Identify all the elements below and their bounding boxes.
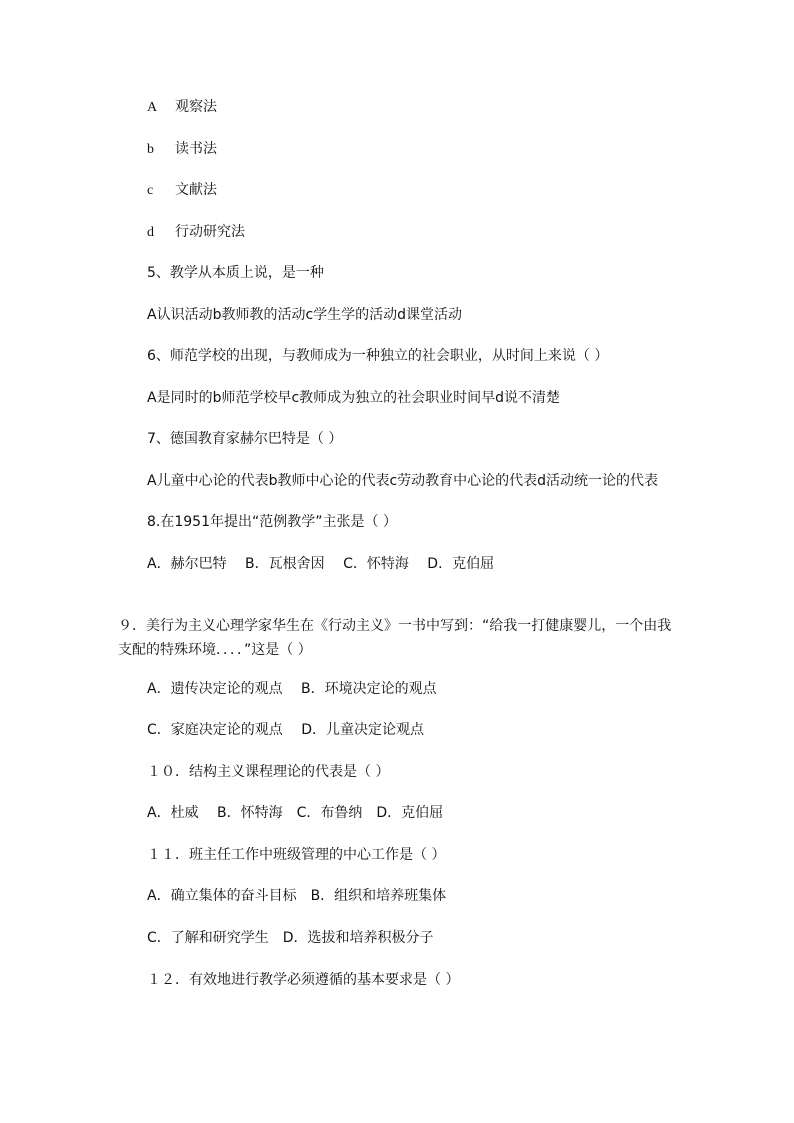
question-5-stem: 5、教学从本质上说，是一种 — [147, 265, 324, 281]
question-9-stem: ９．美行为主义心理学家华生在《行动主义》一书中写到：“给我一打健康婴儿，一个由我支配的特殊环境．．．．”这是（ ） — [118, 618, 672, 658]
option-text: 读书法 — [175, 141, 217, 157]
option-letter: c — [147, 183, 154, 198]
question-10-options: A．杜威 B．怀特海 C．布鲁纳 D．克伯屈 — [147, 805, 444, 821]
question-11-options-2: C．了解和研究学生 D．选拔和培养积极分子 — [147, 930, 434, 946]
question-7-stem: 7、德国教育家赫尔巴特是（ ） — [147, 431, 343, 447]
option-d — [147, 222, 245, 243]
option-text: 文献法 — [175, 182, 217, 198]
option-letter: b — [147, 142, 154, 157]
question-5-options: A认识活动b教师教的活动c学生学的活动d课堂活动 — [147, 307, 463, 323]
option-text: 观察法 — [175, 99, 217, 115]
option-text: 行动研究法 — [175, 224, 245, 240]
option-b — [147, 139, 217, 160]
question-11-options-1: A．确立集体的奋斗目标 B．组织和培养班集体 — [147, 888, 447, 904]
question-6-stem: 6、师范学校的出现，与教师成为一种独立的社会职业，从时间上来说（ ） — [147, 348, 609, 364]
question-8-stem: 8.在1951年提出“范例教学”主张是（ ） — [147, 514, 397, 530]
question-11-stem: １１．班主任工作中班级管理的中心工作是（ ） — [147, 847, 446, 863]
question-8-options: A．赫尔巴特 B．瓦根舍因 C．怀特海 D．克伯屈 — [147, 556, 495, 572]
question-9-options-1: A．遗传决定论的观点 B．环境决定论的观点 — [147, 681, 437, 697]
option-letter: A — [147, 100, 158, 115]
question-10-stem: １０．结构主义课程理论的代表是（ ） — [147, 764, 390, 780]
question-7-options: A儿童中心论的代表b教师中心论的代表c劳动教育中心论的代表d活动统一论的代表 — [147, 473, 659, 489]
option-c — [147, 180, 217, 201]
option-letter: d — [147, 225, 154, 240]
question-6-options: A是同时的b师范学校早c教师成为独立的社会职业时间早d说不清楚 — [147, 390, 561, 406]
question-9-options-2: C．家庭决定论的观点 D．儿童决定论观点 — [147, 722, 425, 738]
question-12-stem: １２．有效地进行教学必须遵循的基本要求是（ ） — [147, 972, 460, 988]
option-a — [147, 97, 217, 118]
